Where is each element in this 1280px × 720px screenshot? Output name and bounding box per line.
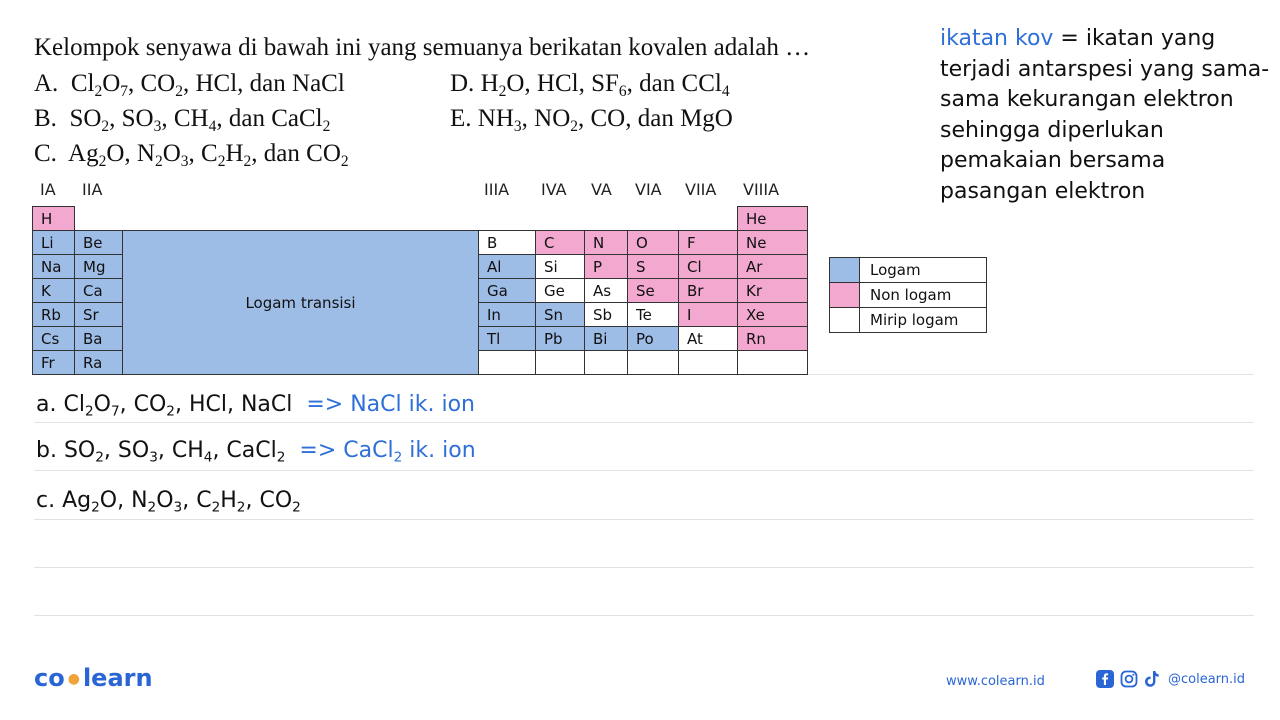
group-header: VIA [635,180,662,199]
group-header: IIIA [484,180,510,199]
element-cell: Ne [738,231,808,255]
element-cell: Ra [75,351,123,375]
element-cell: Fr [33,351,75,375]
empty-cell [585,351,628,375]
option-e: E. $NH_3$, $NO_2$, CO, dan MgO [450,105,733,135]
instagram-icon[interactable] [1120,670,1138,688]
element-cell: Rn [738,327,808,351]
element-cell: Pb [536,327,585,351]
answer-c: c. $Ag_2O$, $N_2O_3$, $C_2H_2$, $CO_2$ [36,488,301,516]
element-cell: Se [628,279,679,303]
legend-swatch [830,283,860,308]
element-cell: He [738,207,808,231]
element-cell: N [585,231,628,255]
element-cell: As [585,279,628,303]
element-cell: Sr [75,303,123,327]
element-cell: Ga [479,279,536,303]
empty-cell [628,351,679,375]
element-cell: Bi [585,327,628,351]
colearn-logo: co ● learn [34,664,153,692]
legend-swatch [830,308,860,333]
element-cell: Sb [585,303,628,327]
periodic-table [32,206,808,375]
group-header: IVA [541,180,567,199]
social-handle[interactable]: @colearn.id [1168,671,1246,687]
facebook-icon[interactable] [1096,670,1114,688]
option-b: B. $SO_2$, $SO_3$, $CH_4$, dan CaCl$_2$ [34,105,331,135]
ruled-line [34,470,1254,471]
option-d: D. $H_2O$, HCl, $SF_6$, dan CCl$_4$ [450,70,730,100]
empty-cell [479,351,536,375]
ruled-line [34,519,1254,520]
element-cell: Ge [536,279,585,303]
element-cell: B [479,231,536,255]
element-cell: Kr [738,279,808,303]
option-a: A. $Cl_2O_7$, $CO_2$, HCl, dan NaCl [34,70,345,100]
legend-item [830,258,987,283]
element-cell: Ar [738,255,808,279]
group-header: IA [40,180,56,199]
social-links [1096,670,1245,688]
element-cell: Po [628,327,679,351]
element-cell: Ca [75,279,123,303]
element-cell: Na [33,255,75,279]
question-text: Kelompok senyawa di bawah ini yang semuanya berikatan kovalen adalah … [34,34,811,61]
element-cell: In [479,303,536,327]
ruled-line [34,615,1254,616]
option-c: C. $Ag_2O$, $N_2O_3$, $C_2H_2$, dan $CO_2$ [34,140,349,170]
element-cell: Xe [738,303,808,327]
element-cell: Ba [75,327,123,351]
answer-a-note: => NaCl ik. ion [306,392,475,417]
element-cell: Mg [75,255,123,279]
element-cell: F [679,231,738,255]
note-text: = ikatan yang terjadi antarspesi yang sama-sama kekurangan elektron sehingga diperlukan pemakaian bersama pasangan elektron [940,26,1270,204]
group-header: IIA [82,180,103,199]
empty-cell [536,351,585,375]
element-cell: Si [536,255,585,279]
tiktok-icon[interactable] [1144,670,1160,688]
answer-b-note: => CaCl$_2$ ik. ion [299,438,476,466]
legend-item [830,283,987,308]
element-cell: I [679,303,738,327]
answer-b: b. $SO_2$, $SO_3$, $CH_4$, CaCl$_2$ => CaCl$_2$ ik. ion [36,438,476,466]
transition-metals-block: Logam transisi [123,231,479,375]
element-cell: At [679,327,738,351]
element-cell: Tl [479,327,536,351]
ruled-line [34,422,1254,423]
element-cell: H [33,207,75,231]
element-cell: P [585,255,628,279]
empty-cell [75,207,738,231]
legend [829,257,987,333]
element-cell: Cl [679,255,738,279]
empty-cell [679,351,738,375]
element-cell: Te [628,303,679,327]
note-highlight: ikatan kov [940,26,1054,51]
group-header: VIIA [685,180,717,199]
element-cell: Sn [536,303,585,327]
legend-label: Non logam [860,283,987,308]
element-cell: Cs [33,327,75,351]
element-cell: O [628,231,679,255]
ruled-line [34,567,1254,568]
element-cell: Al [479,255,536,279]
handwritten-note [940,24,1270,207]
element-cell: Br [679,279,738,303]
website-link[interactable]: www.colearn.id [946,674,1045,689]
empty-cell [738,351,808,375]
legend-label: Logam [860,258,987,283]
element-cell: K [33,279,75,303]
element-cell: C [536,231,585,255]
legend-item [830,308,987,333]
answer-a: a. $Cl_2O_7$, $CO_2$, HCl, NaCl => NaCl ik. ion [36,392,475,420]
element-cell: S [628,255,679,279]
group-header: VA [591,180,612,199]
element-cell: Be [75,231,123,255]
group-header: VIIIA [743,180,780,199]
element-cell: Rb [33,303,75,327]
legend-swatch [830,258,860,283]
element-cell: Li [33,231,75,255]
legend-label: Mirip logam [860,308,987,333]
